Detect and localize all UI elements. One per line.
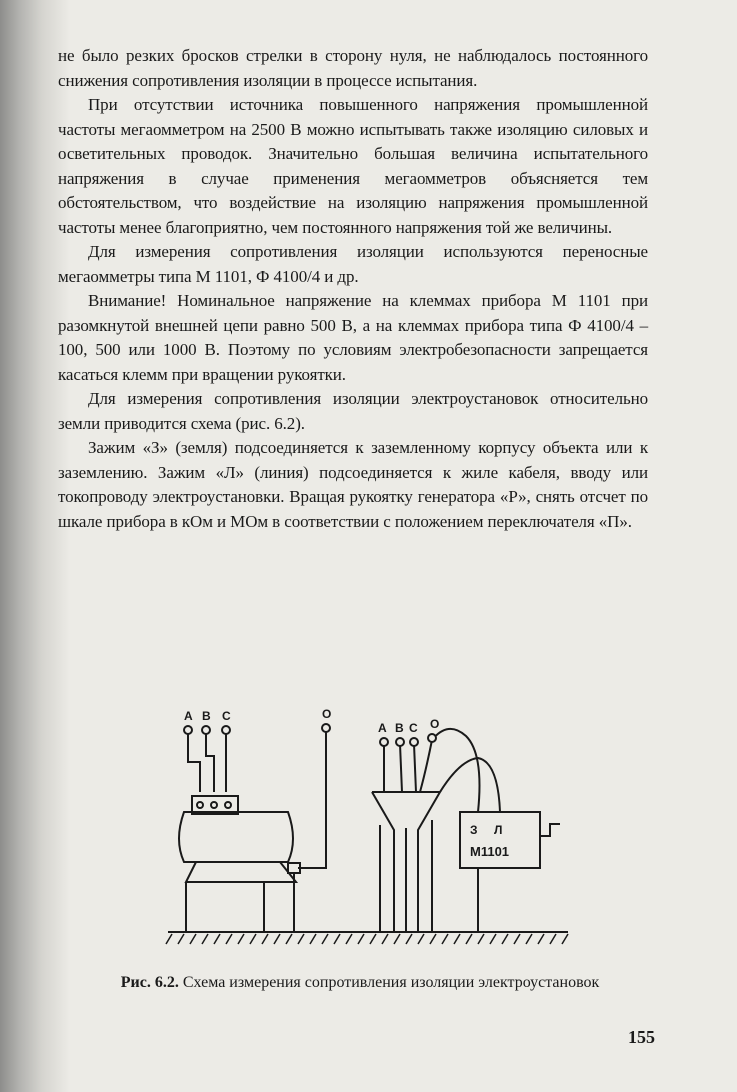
figure-caption [110,970,610,996]
caption-text: Схема измерения сопротивления изоляции электроустановок [182,974,600,991]
label-motor-a: А [184,709,193,723]
cable-wire-c [414,744,416,792]
motor-base [186,862,296,882]
cable-wire-o [420,740,432,792]
label-cable-o: О [430,717,440,731]
page-text [58,44,648,534]
ground-hatch [166,934,568,944]
cable-sleeve-left [372,792,394,932]
cable-wire-b [400,744,402,792]
label-meter-model: М1101 [470,844,510,859]
figure-measurement-scheme [148,700,588,960]
page-number: 155 [628,1027,655,1047]
paragraph-1: не было резких бросков стрелки в сторону нуля, не наблюдалось постоянного снижения сопротивления изоляции в процессе испытания. [58,46,648,90]
paragraph-4: Внимание! Номинальное напряжение на клеммах прибора М 1101 при разомкнутой внешней цепи равно 500 В, а на клеммах прибора типа Ф 4100/4 – 100, 500 или 1000 В. Поэтому по условиям электробезопасности запрещается касаться клемм при вращении рукоятки. [58,291,648,384]
motor-terminal-o-icon [322,724,330,732]
megaohmmeter-box [460,812,540,868]
label-motor-b: В [202,709,211,723]
cable-terminal-b-icon [396,738,404,746]
meter-lead-earth [440,758,500,812]
neutral-wire [298,730,326,868]
cable-terminal-o-icon [428,734,436,742]
motor-box-stud-3-icon [225,802,231,808]
label-meter-earth: З [470,823,478,837]
motor-box-stud-2-icon [211,802,217,808]
megaohmmeter-handle [540,824,560,836]
motor-body [179,812,293,862]
paragraph-6: Зажим «З» (земля) подсоединяется к заземленному корпусу объекта или к заземлению. Зажим «Л» (линия) подсоединяется к жиле кабеля, вводу или токопроводу электроустановки. Вращая рукоятку генератора «Р», снять отсчет по шкале прибора в кОм и МОм в соответствии с положением переключателя «П». [58,438,648,531]
motor-terminal-c-icon [222,726,230,734]
label-motor-o: О [322,707,332,721]
cable-terminal-c-icon [410,738,418,746]
motor-terminal-b-icon [202,726,210,734]
motor-box-stud-1-icon [197,802,203,808]
motor-wire-b [206,732,214,792]
caption-label: Рис. 6.2. [120,974,179,991]
label-cable-a: А [378,721,387,735]
motor-terminal-a-icon [184,726,192,734]
label-cable-c: С [409,721,418,735]
label-meter-line: Л [494,823,503,837]
paragraph-3: Для измерения сопротивления изоляции используются переносные мегаомметры типа М 1101, Ф 4100/4 и др. [58,242,648,286]
label-motor-c: С [222,709,231,723]
label-cable-b: В [395,721,404,735]
cable-terminal-a-icon [380,738,388,746]
paragraph-5: Для измерения сопротивления изоляции электроустановок относительно земли приводится схема (рис. 6.2). [58,389,648,433]
motor-wire-a [188,732,200,792]
scheme-diagram [148,700,588,960]
paragraph-2: При отсутствии источника повышенного напряжения промышленной частоты мегаомметром на 2500 В можно испытывать также изоляцию силовых и осветительных проводок. Значительно большая величина испытательного напряжения в случае применения мегаомметров объясняется тем обстоятельством, что воздействие на изоляцию напряжения промышленной частоты менее благоприятно, чем постоянного напряжения той же величины. [58,95,648,237]
